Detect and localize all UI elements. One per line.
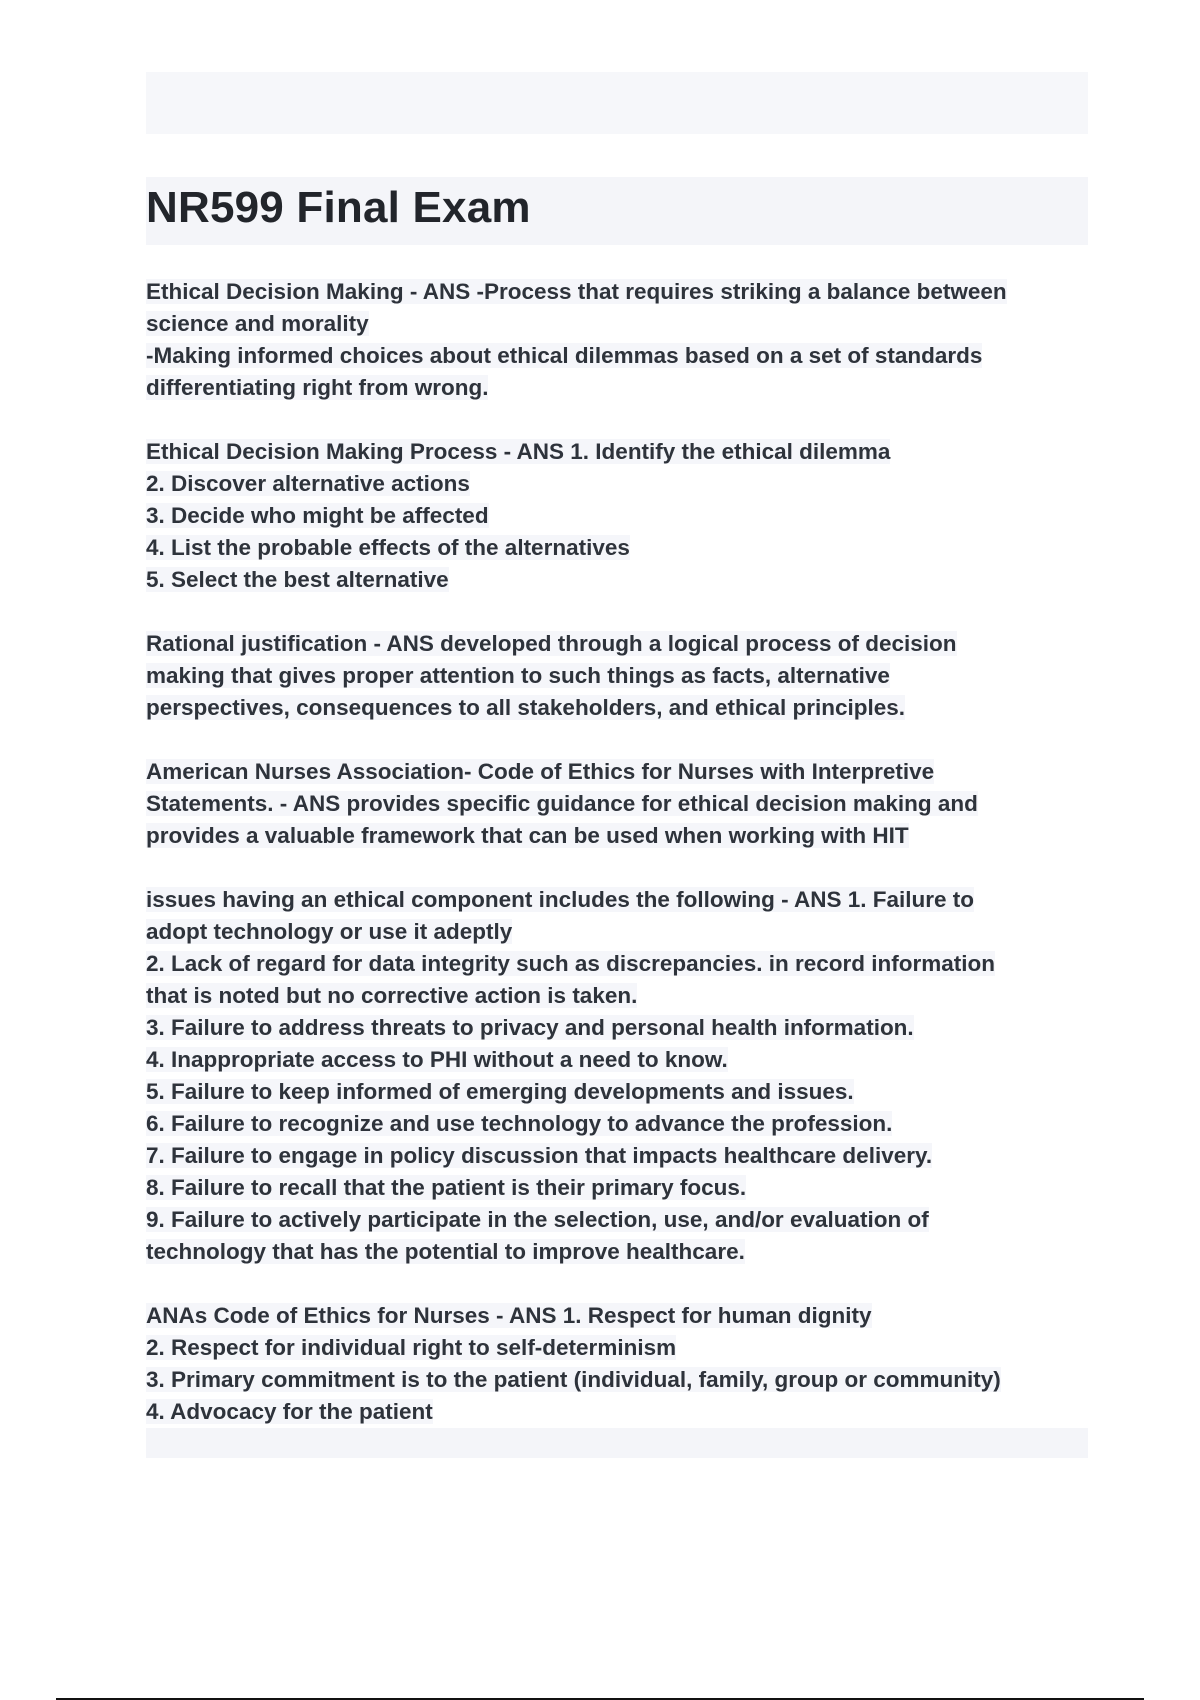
- text-line: [146, 788, 1096, 820]
- text-line-content: issues having an ethical component includes the following - ANS 1. Failure to: [146, 887, 975, 912]
- text-line-content: 4. Advocacy for the patient: [146, 1399, 433, 1424]
- text-line: [146, 980, 1096, 1012]
- text-line: [146, 340, 1096, 372]
- text-line-content: 9. Failure to actively participate in the selection, use, and/or evaluation of: [146, 1207, 929, 1232]
- text-line-content: 6. Failure to recognize and use technology to advance the profession.: [146, 1111, 893, 1136]
- text-line: [146, 308, 1096, 340]
- text-line-content: American Nurses Association- Code of Ethics for Nurses with Interpretive: [146, 759, 935, 784]
- text-line-content: adopt technology or use it adeptly: [146, 919, 513, 944]
- text-line-content: differentiating right from wrong.: [146, 375, 489, 400]
- text-line-content: that is noted but no corrective action is taken.: [146, 983, 638, 1008]
- text-line-content: 2. Discover alternative actions: [146, 471, 470, 496]
- text-line: [146, 1172, 1096, 1204]
- text-line-content: Ethical Decision Making - ANS -Process that requires striking a balance between: [146, 279, 1007, 304]
- text-line: [146, 276, 1096, 308]
- text-line-content: 2. Lack of regard for data integrity such as discrepancies. in record information: [146, 951, 995, 976]
- text-line-content: -Making informed choices about ethical dilemmas based on a set of standards: [146, 343, 983, 368]
- text-line: [146, 692, 1096, 724]
- text-line: [146, 436, 1096, 468]
- text-line-content: 4. List the probable effects of the alternatives: [146, 535, 630, 560]
- qa-entry-ethical-issues: [146, 884, 1096, 1268]
- text-line: [146, 948, 1096, 980]
- text-line-content: 5. Failure to keep informed of emerging developments and issues.: [146, 1079, 854, 1104]
- header-band: [146, 72, 1088, 134]
- text-line: [146, 660, 1096, 692]
- text-line-content: 3. Decide who might be affected: [146, 503, 489, 528]
- qa-entry-ethical-decision-making: [146, 276, 1096, 404]
- document-content: [146, 276, 1096, 1460]
- text-line-content: Statements. - ANS provides specific guidance for ethical decision making and: [146, 791, 978, 816]
- document-title: NR599 Final Exam: [146, 183, 531, 232]
- text-line: [146, 1204, 1096, 1236]
- text-line-content: ANAs Code of Ethics for Nurses - ANS 1. Respect for human dignity: [146, 1303, 872, 1328]
- text-line: [146, 1332, 1096, 1364]
- text-line: [146, 1396, 1096, 1428]
- text-line: [146, 500, 1096, 532]
- text-line: [146, 1300, 1096, 1332]
- text-line: [146, 1108, 1096, 1140]
- text-line: [146, 1364, 1096, 1396]
- text-line-content: 7. Failure to engage in policy discussion that impacts healthcare delivery.: [146, 1143, 933, 1168]
- text-line: [146, 628, 1096, 660]
- text-line: [146, 1236, 1096, 1268]
- text-line: [146, 916, 1096, 948]
- text-line: [146, 884, 1096, 916]
- text-line: [146, 1044, 1096, 1076]
- text-line: [146, 756, 1096, 788]
- text-line-content: making that gives proper attention to such things as facts, alternative: [146, 663, 890, 688]
- text-line-content: provides a valuable framework that can be used when working with HIT: [146, 823, 909, 848]
- text-line: [146, 1076, 1096, 1108]
- qa-entry-rational-justification: [146, 628, 1096, 724]
- qa-entry-ana-code-interpretive: [146, 756, 1096, 852]
- text-line: [146, 1012, 1096, 1044]
- text-line: [146, 372, 1096, 404]
- text-line-content: 5. Select the best alternative: [146, 567, 449, 592]
- text-line-content: 3. Primary commitment is to the patient (individual, family, group or community): [146, 1367, 1001, 1392]
- text-line: [146, 820, 1096, 852]
- text-line-content: 8. Failure to recall that the patient is their primary focus.: [146, 1175, 747, 1200]
- qa-entry-decision-process: [146, 436, 1096, 596]
- text-line: [146, 532, 1096, 564]
- text-line-content: Rational justification - ANS developed through a logical process of decision: [146, 631, 957, 656]
- text-line-content: Ethical Decision Making Process - ANS 1. Identify the ethical dilemma: [146, 439, 891, 464]
- qa-entry-ana-code-ethics: [146, 1300, 1096, 1428]
- text-line-content: 3. Failure to address threats to privacy and personal health information.: [146, 1015, 914, 1040]
- text-line-content: perspectives, consequences to all stakeholders, and ethical principles.: [146, 695, 906, 720]
- text-line-content: science and morality: [146, 311, 369, 336]
- text-line: [146, 468, 1096, 500]
- text-line: [146, 1140, 1096, 1172]
- text-line-content: technology that has the potential to improve healthcare.: [146, 1239, 745, 1264]
- text-line: [146, 564, 1096, 596]
- content-end-band: [146, 1428, 1088, 1458]
- text-line-content: 2. Respect for individual right to self-determinism: [146, 1335, 677, 1360]
- text-line-content: 4. Inappropriate access to PHI without a need to know.: [146, 1047, 728, 1072]
